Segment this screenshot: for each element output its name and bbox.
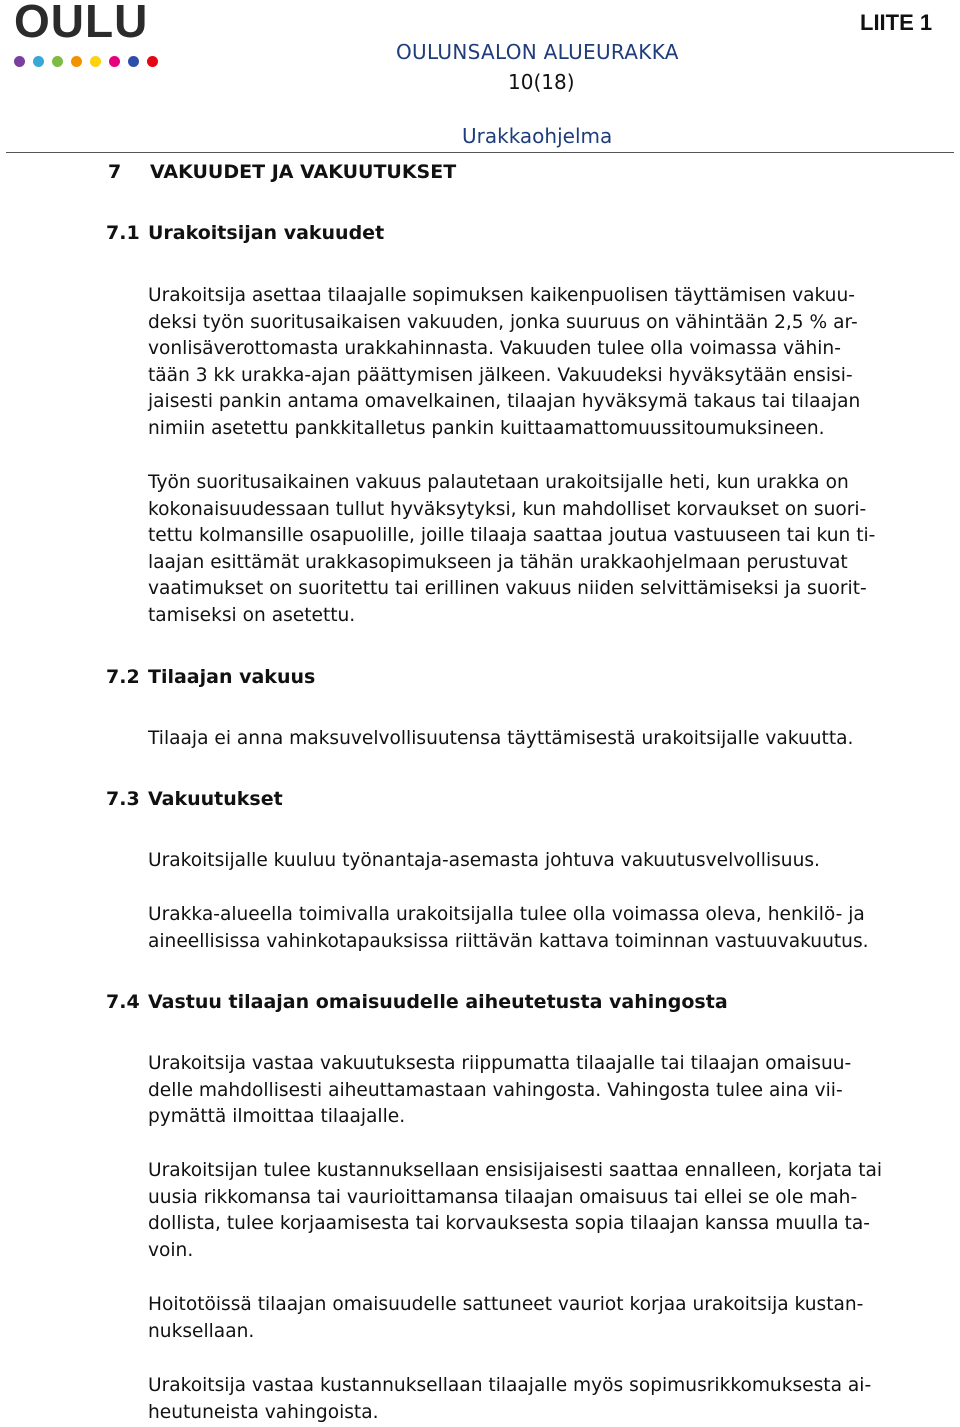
- text-line: deksi työn suoritusaikaisen vakuuden, jonka suuruus on vähintään 2,5 % ar-: [148, 311, 858, 333]
- page-number: 10(18): [508, 70, 575, 94]
- document-type: Urakkaohjelma: [462, 124, 613, 148]
- text-line: delle mahdollisesti aiheuttamastaan vahingosta. Vahingosta tulee aina vii-: [148, 1079, 843, 1101]
- logo-dot: [128, 56, 139, 67]
- logo-dot: [52, 56, 63, 67]
- section-heading: [108, 161, 456, 183]
- paragraph: [148, 283, 956, 443]
- paragraph: [148, 1373, 956, 1426]
- subsection-heading: [106, 222, 384, 244]
- section-title: VAKUUDET JA VAKUUTUKSET: [150, 161, 457, 183]
- logo-color-dots: [14, 56, 158, 67]
- text-line: dollista, tulee korjaamisesta tai korvauksesta sopia tilaajan kanssa muulla ta-: [148, 1213, 870, 1235]
- text-line: heutuneista vahingoista.: [148, 1401, 379, 1423]
- text-line: Urakoitsijan tulee kustannuksellaan ensisijaisesti saattaa ennalleen, korjata tai: [148, 1160, 883, 1181]
- subsection-heading: [106, 788, 283, 810]
- subsection-number: 7.1: [106, 222, 140, 244]
- text-line: uusia rikkomansa tai vaurioittamansa tilaajan omaisuus tai ellei se ole mah-: [148, 1186, 858, 1208]
- paragraph: [148, 1158, 956, 1264]
- text-line: pymättä ilmoittaa tilaajalle.: [148, 1106, 406, 1128]
- paragraph: [148, 470, 956, 630]
- text-line: Urakoitsijalle kuuluu työnantaja-asemasta johtuva vakuutusvelvollisuus.: [148, 850, 820, 871]
- subsection-number: 7.3: [106, 788, 140, 810]
- section-number: 7: [108, 161, 122, 183]
- text-line: tettu kolmansille osapuolille, joille tilaaja saattaa joutua vastuuseen tai kun ti-: [148, 525, 876, 547]
- text-line: Urakka-alueella toimivalla urakoitsijalla tulee olla voimassa oleva, henkilö- ja: [148, 904, 865, 925]
- text-line: voin.: [148, 1239, 194, 1261]
- subsection-number: 7.4: [106, 991, 140, 1013]
- text-line: vaatimukset on suoritettu tai erillinen vakuus niiden selvittämiseksi ja suorit-: [148, 578, 867, 600]
- paragraph: [148, 1051, 956, 1131]
- paragraph: [148, 1292, 956, 1345]
- paragraph: [148, 848, 956, 875]
- logo-dot: [147, 56, 158, 67]
- logo-dot: [71, 56, 82, 67]
- subsection-title: Vastuu tilaajan omaisuudelle aiheutetusta vahingosta: [148, 991, 728, 1013]
- logo-dot: [109, 56, 120, 67]
- text-line: vonlisäverottomasta urakkahinnasta. Vakuuden tulee olla voimassa vähin-: [148, 338, 841, 360]
- text-line: tään 3 kk urakka-ajan päättymisen jälkeen. Vakuudeksi hyväksytään ensisi-: [148, 364, 853, 386]
- logo-dot: [14, 56, 25, 67]
- subsection-title: Vakuutukset: [148, 788, 283, 810]
- subsection-heading: [106, 666, 315, 688]
- subsection-number: 7.2: [106, 666, 140, 688]
- text-line: tamiseksi on asetettu.: [148, 604, 356, 626]
- text-line: Urakoitsija vastaa kustannuksellaan tilaajalle myös sopimusrikkomuksesta ai-: [148, 1375, 872, 1396]
- logo-dot: [33, 56, 44, 67]
- text-line: nuksellaan.: [148, 1320, 255, 1342]
- subsection-heading: [106, 991, 728, 1013]
- subsection-title: Tilaajan vakuus: [148, 666, 316, 688]
- text-line: Urakoitsija asettaa tilaajalle sopimuksen kaikenpuolisen täyttämisen vakuu-: [148, 285, 855, 306]
- text-line: aineellisissa vahinkotapauksissa riittävän kattava toiminnan vastuuvakuutus.: [148, 930, 869, 952]
- text-line: laajan esittämät urakkasopimukseen ja tähän urakkaohjelmaan perustuvat: [148, 551, 848, 573]
- text-line: Työn suoritusaikainen vakuus palautetaan urakoitsijalle heti, kun urakka on: [148, 472, 849, 493]
- paragraph: [148, 726, 956, 753]
- text-line: Urakoitsija vastaa vakuutuksesta riippumatta tilaajalle tai tilaajan omaisuu-: [148, 1053, 852, 1074]
- text-line: Hoitotöissä tilaajan omaisuudelle sattuneet vauriot korjaa urakoitsija kustan-: [148, 1294, 864, 1315]
- appendix-label: LIITE 1: [860, 10, 933, 35]
- header-organization: OULUNSALON ALUEURAKKA: [396, 40, 679, 64]
- text-line: jaisesti pankin antama omavelkainen, tilaajan hyväksymä takaus tai tilaajan: [148, 391, 861, 413]
- oulu-logo: OULU: [14, 0, 149, 47]
- paragraph: [148, 902, 956, 955]
- header-divider: [6, 152, 954, 153]
- logo-dot: [90, 56, 101, 67]
- text-line: kokonaisuudessaan tullut hyväksytyksi, kun mahdolliset korvaukset on suori-: [148, 498, 867, 520]
- text-line: nimiin asetettu pankkitalletus pankin kuittaamattomuussitoumuksineen.: [148, 417, 825, 439]
- subsection-title: Urakoitsijan vakuudet: [148, 222, 385, 244]
- text-line: Tilaaja ei anna maksuvelvollisuutensa täyttämisestä urakoitsijalle vakuutta.: [148, 728, 854, 749]
